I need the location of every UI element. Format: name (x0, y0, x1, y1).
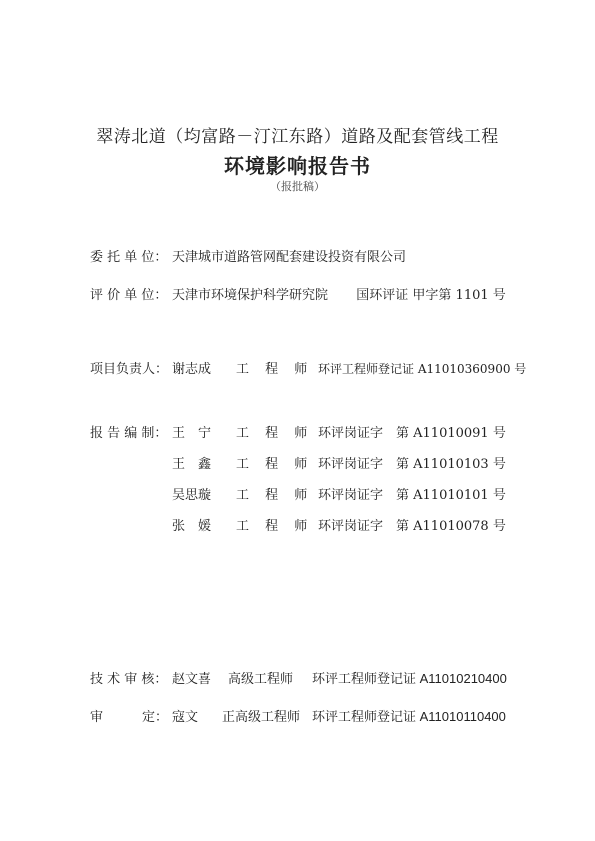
approval-title: 正高级工程师 (222, 710, 301, 725)
author-name: 吴思璇 (172, 488, 212, 503)
evaluator-label: 评 价 单 位： (90, 288, 168, 303)
evaluator-row (90, 284, 506, 303)
report-author-row (90, 422, 506, 441)
approval-name: 寇文 (172, 710, 199, 725)
evaluator-value: 天津市环境保护科学研究院 (172, 288, 329, 303)
technical-review-cert: 环评工程师登记证 A11010210400 (312, 671, 507, 686)
technical-review-title: 高级工程师 (228, 672, 294, 687)
approval-row (90, 706, 506, 725)
author-cert: 环评岗证字 第 A11010101 号 (318, 488, 506, 503)
client-label: 委 托 单 位： (90, 250, 168, 265)
report-author-row (172, 484, 506, 503)
project-lead-row (90, 358, 526, 377)
author-title: 工 程 师 (236, 519, 314, 534)
technical-review-label: 技 术 审 核： (90, 672, 168, 687)
project-title: 翠涛北道（均富路－汀江东路）道路及配套管线工程 (96, 127, 499, 147)
author-title: 工 程 师 (236, 488, 314, 503)
evaluator-cert: 国环评证 甲字第 1101 号 (356, 288, 506, 303)
author-title: 工 程 师 (236, 457, 314, 472)
report-subtitle: （报批稿） (270, 180, 325, 193)
client-value: 天津城市道路管网配套建设投资有限公司 (172, 250, 407, 265)
author-cert: 环评岗证字 第 A11010078 号 (318, 519, 506, 534)
project-lead-title: 工 程 师 (236, 362, 314, 377)
project-lead-label: 项目负责人： (90, 362, 169, 377)
technical-review-row (90, 668, 507, 687)
technical-review-name: 赵文喜 (172, 672, 212, 687)
project-lead-name: 谢志成 (172, 362, 212, 377)
report-author-row (172, 453, 506, 472)
author-name: 王 鑫 (172, 457, 212, 472)
author-name: 张 媛 (172, 519, 212, 534)
author-cert: 环评岗证字 第 A11010103 号 (318, 457, 506, 472)
report-title: 环境影响报告书 (224, 154, 371, 178)
author-title: 工 程 师 (236, 426, 314, 441)
approval-label: 审 定： (90, 710, 169, 725)
project-lead-cert: 环评工程师登记证 A11010360900 号 (318, 362, 527, 376)
report-authors-label: 报 告 编 制： (90, 426, 168, 441)
approval-cert: 环评工程师登记证 A11010110400 (312, 709, 506, 724)
client-row (90, 246, 406, 265)
author-cert: 环评岗证字 第 A11010091 号 (318, 426, 506, 441)
report-author-row (172, 515, 506, 534)
author-name: 王 宁 (172, 426, 212, 441)
